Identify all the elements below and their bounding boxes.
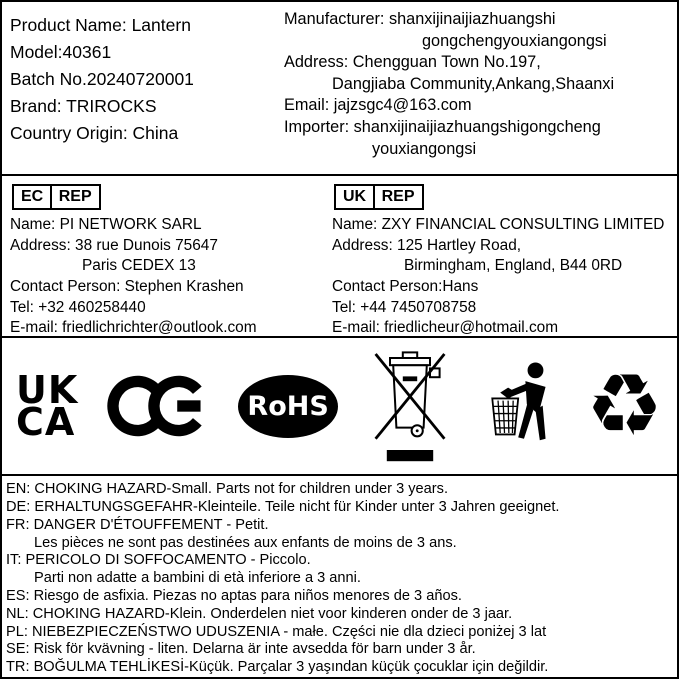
- warning-se: SE: Risk för kvävning - liten. Delarna är inte avsedda för barn under 3 år.: [6, 641, 476, 658]
- recycling-glyph: ♻: [585, 356, 663, 457]
- conformity-marks-section: [2, 338, 677, 476]
- warning-nl: NL: CHOKING HAZARD-Klein. Onderdelen niet voor kinderen onder de 3 jaar.: [6, 605, 513, 622]
- product-brand: Brand: TRIROCKS: [10, 96, 157, 116]
- importer-cont: youxiangongsi: [372, 139, 477, 158]
- rohs-mark-icon: [238, 375, 338, 438]
- warning-es: ES: Riesgo de asfixia. Piezas no aptas para niños menores de 3 años.: [6, 588, 462, 605]
- product-country-origin: Country Origin: China: [10, 123, 179, 143]
- uk-rep-tel: Tel: +44 7450708758: [332, 298, 477, 316]
- ec-rep-email: E-mail: friedlichrichter@outlook.com: [10, 319, 257, 337]
- uk-badge-cell: UK: [334, 184, 375, 210]
- ukca-bottom: CA: [16, 400, 76, 445]
- ec-rep-address: Address: 38 rue Dunois 75647: [10, 236, 218, 254]
- manufacturer-address-line: Address: Chengguan Town No.197,: [284, 53, 541, 72]
- uk-rep-contact: Contact Person:Hans: [332, 278, 479, 295]
- ce-mark-icon: [106, 374, 210, 438]
- warning-it: IT: PERICOLO DI SOFFOCAMENTO - Piccolo.: [6, 552, 311, 569]
- rohs-label: RoHS: [247, 390, 329, 422]
- product-name: Product Name: Lantern: [10, 15, 191, 35]
- rep-section: [2, 176, 677, 338]
- manufacturer-address-cont: Dangjiaba Community,Ankang,Shaanxi: [332, 74, 615, 93]
- product-batch-no: Batch No.20240720001: [10, 69, 194, 89]
- ec-rep-address-cont: Paris CEDEX 13: [82, 257, 196, 275]
- weee-crossed-bin-icon: [366, 349, 454, 463]
- warning-fr: FR: DANGER D'ÉTOUFFEMENT - Petit.: [6, 516, 269, 533]
- rep-badge-cell: REP: [373, 184, 424, 210]
- warning-en: EN: CHOKING HAZARD-Small. Parts not for children under 3 years.: [6, 481, 449, 498]
- ec-rep-block: [2, 176, 324, 336]
- warning-pl: PL: NIEBEZPIECZEŃSTWO UDUSZENIA - małe. Części nie dla dzieci poniżej 3 lat: [6, 623, 547, 640]
- manufacturer-info-block: [278, 2, 677, 174]
- manufacturer-name-cont: gongchengyouxiangongsi: [422, 31, 607, 50]
- product-manufacturer-section: [2, 2, 677, 176]
- tidy-man-icon: [482, 361, 558, 451]
- warning-tr: TR: BOĞULMA TEHLİKESİ-Küçük. Parçalar 3 yaşından küçük çocuklar için değildir.: [6, 659, 549, 676]
- manufacturer-name-line: Manufacturer: shanxijinaijiazhuangshi: [284, 10, 556, 28]
- warnings-section: [2, 476, 677, 677]
- importer-line: Importer: shanxijinaijiazhuangshigongcheng: [284, 117, 601, 136]
- product-model: Model:40361: [10, 42, 112, 62]
- uk-rep-email: E-mail: friedlicheur@hotmail.com: [332, 319, 559, 337]
- ec-rep-contact: Contact Person: Stephen Krashen: [10, 278, 244, 295]
- ec-badge-cell: EC: [12, 184, 52, 210]
- uk-rep-block: [324, 176, 677, 336]
- manufacturer-email: Email: jajzsgc4@163.com: [284, 96, 472, 115]
- ukca-top: UK: [16, 367, 79, 412]
- recycling-icon: [585, 356, 663, 457]
- warning-de: DE: ERHALTUNGSGEFAHR-Kleinteile. Teile nicht für Kinder unter 3 Jahren geeignet.: [6, 499, 560, 516]
- uk-rep-address-cont: Birmingham, England, B44 0RD: [404, 257, 623, 275]
- ec-rep-icon: [12, 184, 101, 210]
- ec-rep-name: Name: PI NETWORK SARL: [10, 216, 202, 234]
- uk-rep-address: Address: 125 Hartley Road,: [332, 236, 522, 254]
- product-info-block: [2, 2, 278, 174]
- warning-fr-cont: Les pièces ne sont pas destinées aux enfants de moins de 3 ans.: [34, 534, 457, 551]
- rep-badge-cell: REP: [50, 184, 101, 210]
- uk-rep-name: Name: ZXY FINANCIAL CONSULTING LIMITED: [332, 216, 665, 234]
- uk-rep-icon: [334, 184, 424, 210]
- warning-it-cont: Parti non adatte a bambini di età inferiore a 3 anni.: [34, 570, 361, 587]
- ukca-mark-icon: [16, 367, 79, 445]
- ec-rep-tel: Tel: +32 460258440: [10, 298, 146, 316]
